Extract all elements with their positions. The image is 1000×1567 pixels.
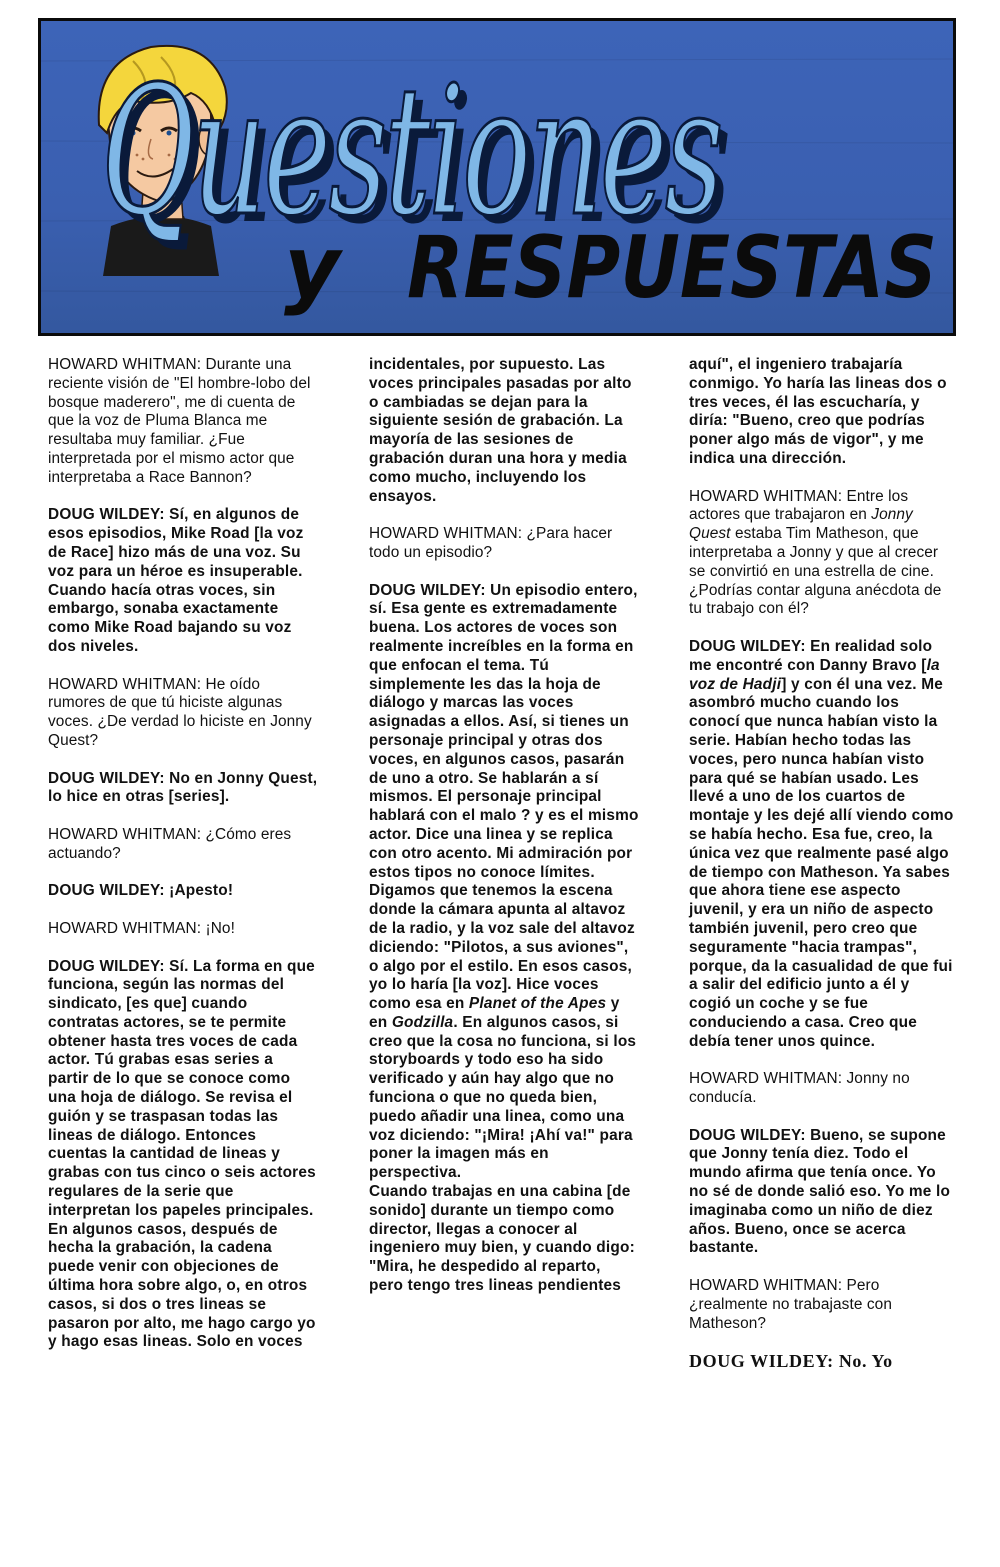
speaker-label: DOUG WILDEY: bbox=[689, 1126, 806, 1144]
qa-paragraph bbox=[689, 1277, 954, 1333]
answer-text: ] y con él una vez. Me asombró mucho cuando los conocí que nunca habían visto la serie. Habían hecho todas las voces, pero nunca habían visto para qué se habían usado. Les llevé a uno de los cuartos de montaje y les dejé allí viendo como se había hecho. Esa fue, creo, la única vez que realmente pasé algo de tiempo con Matheson. Ya sabes que ahora tiene ese aspecto juvenil, y era un niño de aspecto también juvenil, pero creo que seguramente "hacia trampas", porque, da la casualidad de que fui a salir del edificio junto a él y cogió un coche y se fue conduciendo a casa. Creo que debía tener unos quince. bbox=[689, 675, 954, 1050]
title-y: y bbox=[284, 218, 341, 318]
answer-text: No en Jonny Quest, lo hice en otras [series]. bbox=[48, 769, 318, 806]
qa-paragraph bbox=[689, 1127, 954, 1259]
qa-paragraph bbox=[689, 356, 954, 469]
qa-paragraph bbox=[369, 356, 639, 506]
speaker-label: HOWARD WHITMAN: bbox=[48, 919, 202, 937]
title-italic: Planet of the Apes bbox=[468, 995, 607, 1013]
answer-text: ¡Apesto! bbox=[164, 882, 234, 900]
qa-paragraph bbox=[369, 582, 639, 883]
question-text: ¡No! bbox=[201, 919, 235, 937]
question-text: Pero ¿realmente no trabajaste con Matheson? bbox=[689, 1277, 892, 1332]
speaker-label: HOWARD WHITMAN: bbox=[48, 356, 202, 373]
qa-paragraph bbox=[689, 1070, 954, 1108]
qa-paragraph bbox=[48, 506, 318, 656]
qa-paragraph bbox=[369, 525, 639, 563]
speaker-label: DOUG WILDEY: bbox=[369, 581, 486, 599]
title-banner bbox=[38, 18, 956, 336]
question-text: ¿Cómo eres actuando? bbox=[48, 825, 292, 862]
question-text: estaba Tim Matheson, que interpretaba a Jonny y que al crecer se convirtió en una estrella de cine. ¿Podrías contar alguna anécdota de tu trabajo con él? bbox=[689, 525, 942, 618]
question-text: Jonny no conducía. bbox=[689, 1070, 910, 1107]
answer-text: En realidad solo me encontré con Danny Bravo [ bbox=[689, 637, 933, 674]
question-text: Durante una reciente visión de "El hombre-lobo del bosque maderero", me di cuenta de que la voz de Pluma Blanca me resultaba muy familiar. ¿Fue interpretada por el mismo actor que interpretaba a Race Bannon? bbox=[48, 356, 311, 486]
role-italic: la voz de Hadji bbox=[689, 656, 940, 693]
banner-art bbox=[41, 21, 953, 333]
qa-paragraph bbox=[48, 882, 318, 901]
answer-text: Bueno, se supone que Jonny tenía diez. Todo el mundo afirma que tenía once. Yo no sé de donde salió eso. Yo me lo imaginaba como un niño de diez años. Bueno, once se acerca bastante. bbox=[689, 1126, 951, 1257]
speaker-label: DOUG WILDEY: bbox=[689, 637, 806, 655]
answer-text: . En algunos casos, si creo que la cosa no funciona, si los storyboards y todo eso ha sido verificado y aún hay algo que no funciona o que no queda bien, puedo añadir una linea, como una voz diciendo: "¡Mira! ¡Ahí va!" para poner la imagen más en perspectiva. bbox=[369, 1013, 637, 1182]
speaker-label: DOUG WILDEY: bbox=[48, 957, 165, 975]
question-text: He oído rumores de que tú hiciste algunas voces. ¿De verdad lo hiciste en Jonny Quest? bbox=[48, 675, 312, 749]
qa-paragraph bbox=[369, 1183, 639, 1296]
article-column-1 bbox=[48, 356, 318, 1352]
qa-paragraph bbox=[48, 676, 318, 751]
answer-text: aquí", el ingeniero trabajaría conmigo. Yo haría las lineas dos o tres veces, él las escucharía, y diría: "Bueno, creo que podrías poner algo más de vigor", y me indica una dirección. bbox=[689, 356, 947, 467]
speaker-label: DOUG WILDEY: bbox=[48, 882, 165, 900]
qa-paragraph bbox=[48, 356, 318, 488]
answer-text: Sí. La forma en que funciona, según las normas del sindicato, [es que] cuando contratas actores, se te permite obtener hasta tres voces de cada actor. Tú grabas esas series a partir de lo que se conoce como una hoja de diálogo. Se revisa el guión y se traspasan todas las lineas de diálogo. Entonces cuentas la cantidad de lineas y grabas con tus cinco o seis actores regulares de la serie que interpretan los papeles principales. En algunos casos, después de hecha la grabación, la cadena puede venir con objeciones de última hora sobre algo, o, en otros casos, si dos o tres lineas se pasaron por alto, me hago cargo yo y hago esas lineas. Solo en voces bbox=[48, 957, 316, 1351]
speaker-label: HOWARD WHITMAN: bbox=[689, 487, 843, 505]
speaker-label: HOWARD WHITMAN: bbox=[689, 1277, 843, 1295]
speaker-label: HOWARD WHITMAN: bbox=[369, 525, 523, 543]
speaker-label: DOUG WILDEY: bbox=[48, 506, 165, 524]
qa-paragraph bbox=[369, 882, 639, 1183]
qa-paragraph bbox=[48, 920, 318, 939]
question-text: Entre los actores que trabajaron en bbox=[689, 487, 909, 524]
article-column-2 bbox=[369, 356, 639, 1296]
qa-paragraph bbox=[689, 488, 954, 620]
title-italic: Jonny Quest bbox=[689, 506, 913, 543]
continued-answer: DOUG WILDEY: No. Yo bbox=[689, 1351, 893, 1372]
title-respuestas: RESPUESTAS bbox=[407, 218, 937, 318]
speaker-label: HOWARD WHITMAN: bbox=[48, 825, 202, 843]
article-column-3 bbox=[689, 356, 954, 1373]
answer-text: y en bbox=[369, 995, 620, 1031]
title-main-text: Questiones bbox=[101, 48, 721, 255]
qa-paragraph bbox=[48, 826, 318, 864]
answer-text: Cuando trabajas en una cabina [de sonido] durante un tiempo como director, llegas a conocer al ingeniero muy bien, y cuando digo: "Mira, he despedido al reparto, pero tengo tres lineas pendientes bbox=[369, 1183, 635, 1295]
speaker-label: HOWARD WHITMAN: bbox=[689, 1070, 843, 1088]
title-italic: Godzilla bbox=[391, 1013, 454, 1031]
answer-text: incidentales, por supuesto. Las voces principales pasadas por alto o cambiadas se dejan para la siguiente sesión de grabación. La mayoría de las sesiones de grabación duran una hora y media como mucho, incluyendo los ensayos. bbox=[369, 356, 632, 505]
answer-text: Un episodio entero, sí. Esa gente es extremadamente buena. Los actores de voces son realmente increíbles en la forma en que enfocan el tema. Tú simplemente les das la hoja de diálogo y marcas las voces asignadas a ellos. Así, si tienes un personaje principal y otras dos voces, en algunos casos, pasarán de uno a otro. Se hablarán a sí mismos. El personaje principal hablará con el malo ? y es el mismo actor. Dice una linea y se replica con otro acento. Mi admiración por estos tipos no conoce límites. bbox=[369, 581, 639, 881]
qa-paragraph bbox=[689, 638, 954, 1052]
question-text: ¿Para hacer todo un episodio? bbox=[369, 525, 613, 561]
speaker-label: HOWARD WHITMAN: bbox=[48, 675, 202, 693]
answer-text: Digamos que tenemos la escena donde la cámara apunta al altavoz de la radio, y la voz sale del altavoz diciendo: "Pilotos, a sus aviones", o algo por el estilo. En esos casos, yo lo haría [la voz]. Hice voces como esa en bbox=[369, 882, 635, 1013]
qa-paragraph-last bbox=[689, 1352, 954, 1373]
qa-paragraph bbox=[48, 770, 318, 808]
answer-text: Sí, en algunos de esos episodios, Mike Road [la voz de Race] hizo más de una voz. Su voz para un héroe es insuperable. Cuando hacía otras voces, sin embargo, sonaba exactamente como Mike Road bajando su voz dos niveles. bbox=[48, 506, 304, 655]
title-main-shadow: Questiones bbox=[109, 56, 729, 263]
speaker-label: DOUG WILDEY: bbox=[48, 769, 165, 787]
qa-paragraph bbox=[48, 958, 318, 1353]
